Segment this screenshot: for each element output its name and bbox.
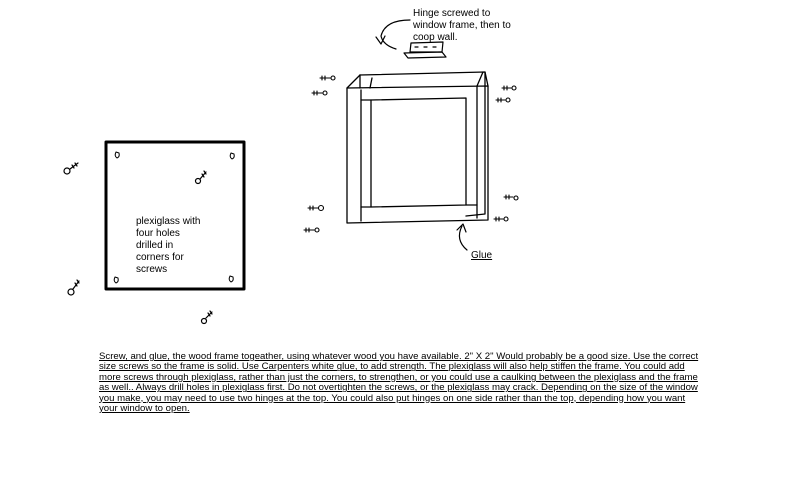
hinge-label: Hinge screwed to window frame, then to coop wall.: [413, 8, 511, 43]
screw-icon: [494, 217, 508, 221]
screw-icon: [304, 228, 319, 232]
screw-icon: [502, 86, 516, 90]
plexiglass-label: plexiglass with four holes drilled in corners for screws: [136, 216, 201, 275]
hinge-icon: [404, 42, 446, 58]
screw-icon: [64, 163, 78, 174]
screw-icon: [320, 76, 335, 80]
screw-icon: [68, 280, 79, 295]
hinge-arrow: [376, 20, 410, 49]
screw-icon: [308, 206, 324, 211]
screw-icon: [504, 195, 518, 200]
glue-arrow: [457, 224, 467, 250]
wood-frame: [347, 72, 488, 223]
instructions-text: Screw, and glue, the wood frame togeather, using whatever wood you have available. 2" X 2" Would probably be a good size. Use the correct size screws so the frame is solid. Use Carpenters white glue, to add strength. The plexiglass will also help stiffen the frame. You could add more screws through plexiglass, rather than just the corners, to strengthen, or you could use a caulking between the plexiglass and the frame as well.. Always drill holes in plexiglass first. Do not overtighten the screws, or the plexiglass may crack. Depending on the size of the window you make, you may need to use two hinges at the top. You could also put hinges on one side rather than the top, depending how you want your window to open.: [99, 351, 699, 415]
screw-icon: [312, 91, 327, 95]
glue-label: Glue: [471, 250, 493, 261]
screw-icon: [496, 98, 510, 102]
screw-icon: [202, 311, 213, 324]
screw-icon: [196, 171, 207, 184]
